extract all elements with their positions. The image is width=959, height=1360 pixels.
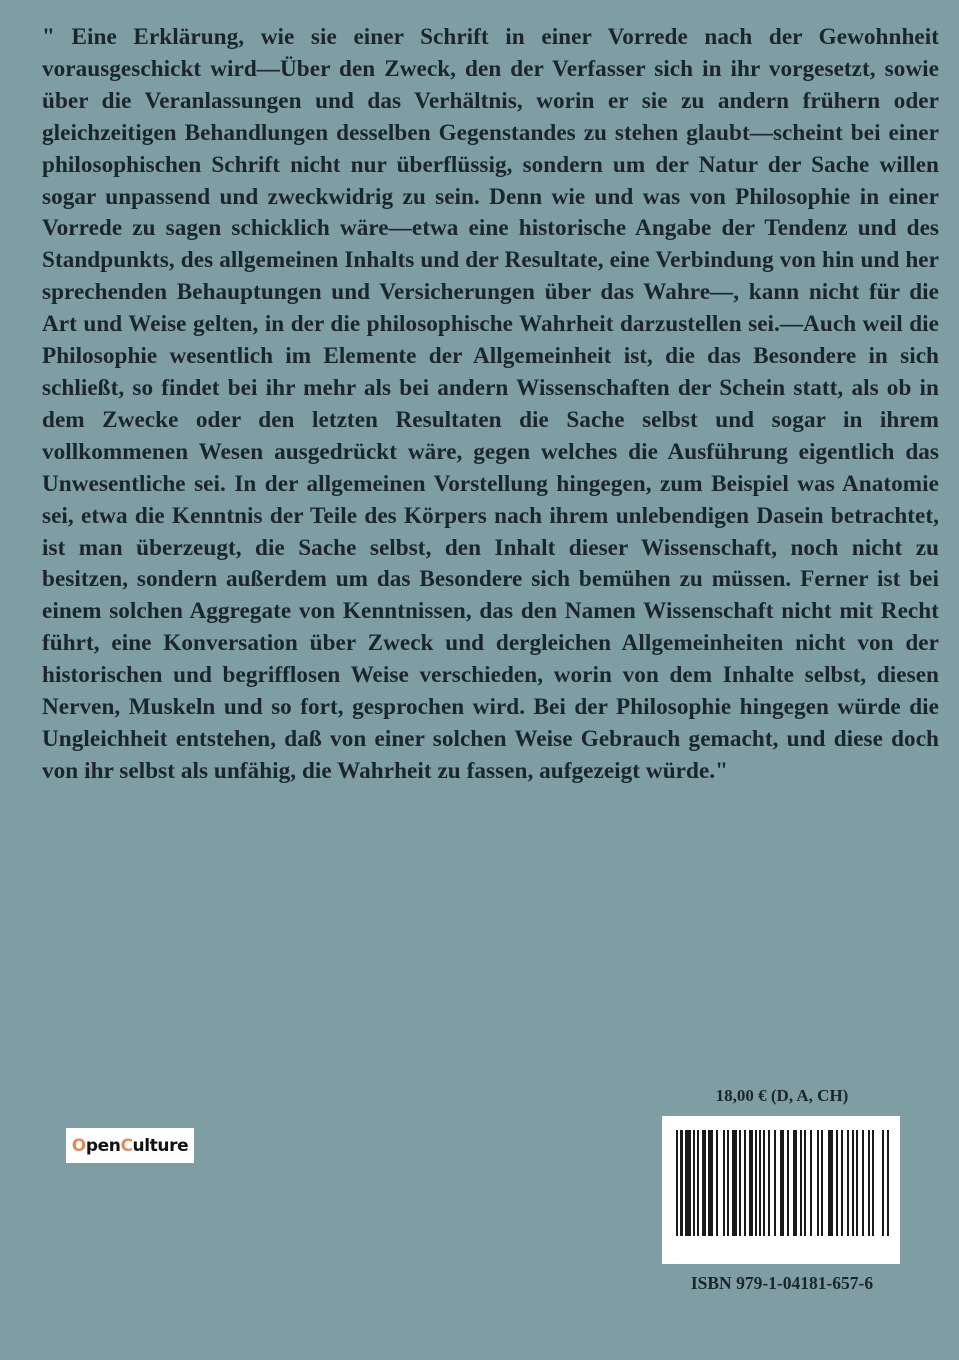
openculture-logo bbox=[66, 1128, 194, 1163]
back-cover-blurb: " Eine Erklärung, wie sie einer Schrift in einer Vorrede nach der Gewohnheit vorausgeschickt wird—Über den Zweck, den der Verfasser sich in ihr vorgesetzt, sowie über die Veranlassungen und das Verhältnis, worin er sie zu andern frühern oder gleichzeitigen Behandlungen desselben Gegenstandes zu stehen glaubt—scheint bei einer philosophischen Schrift nicht nur überflüssig, sondern um der Natur der Sache willen sogar unpassend und zweckwidrig zu sein. Denn wie und was von Philosophie in einer Vorrede zu sagen schicklich wäre—etwa eine historische Angabe der Tendenz und des Standpunkts, des allgemeinen Inhalts und der Resultate, eine Verbindung von hin und her sprechenden Behauptungen und Versicherungen über das Wahre—, kann nicht für die Art und Weise gelten, in der die philosophische Wahrheit darzustellen sei.—Auch weil die Philosophie wesentlich im Elemente der Allgemeinheit ist, die das Besondere in sich schließt, so findet bei ihr mehr als bei andern Wissenschaften der Schein statt, als ob in dem Zwecke oder den letzten Resultaten die Sache selbst und sogar in ihrem vollkommenen Wesen ausgedrückt wäre, gegen welches die Ausführung eigentlich das Unwesentliche sei. In der allgemeinen Vorstellung hingegen, zum Beispiel was Anatomie sei, etwa die Kenntnis der Teile des Körpers nach ihrem unlebendigen Dasein betrachtet, ist man überzeugt, die Sache selbst, den Inhalt dieser Wissenschaft, noch nicht zu besitzen, sondern außerdem um das Besondere sich bemühen zu müssen. Ferner ist bei einem solchen Aggregate von Kenntnissen, das den Namen Wissenschaft nicht mit Recht führt, eine Konversation über Zweck und dergleichen Allgemeinheiten nicht von der historischen und begrifflosen Weise verschieden, worin von dem Inhalte selbst, diesen Nerven, Muskeln und so fort, gesprochen wird. Bei der Philosophie hingegen würde die Ungleichheit entstehen, daß von einer solchen Weise Gebrauch gemacht, und diese doch von ihr selbst als unfähig, die Wahrheit zu fassen, aufgezeigt würde." bbox=[42, 24, 939, 784]
barcode-bars-icon bbox=[662, 1116, 900, 1264]
logo-ulture-text: ulture bbox=[132, 1135, 189, 1156]
logo-pen-text: pen bbox=[85, 1135, 121, 1156]
logo-o-letter: O bbox=[71, 1135, 86, 1156]
logo-c-letter: C bbox=[120, 1135, 133, 1156]
price-label: 18,00 € (D, A, CH) bbox=[715, 1086, 849, 1105]
barcode bbox=[662, 1116, 900, 1264]
isbn-label: ISBN 979-1-04181-657-6 bbox=[690, 1273, 874, 1293]
